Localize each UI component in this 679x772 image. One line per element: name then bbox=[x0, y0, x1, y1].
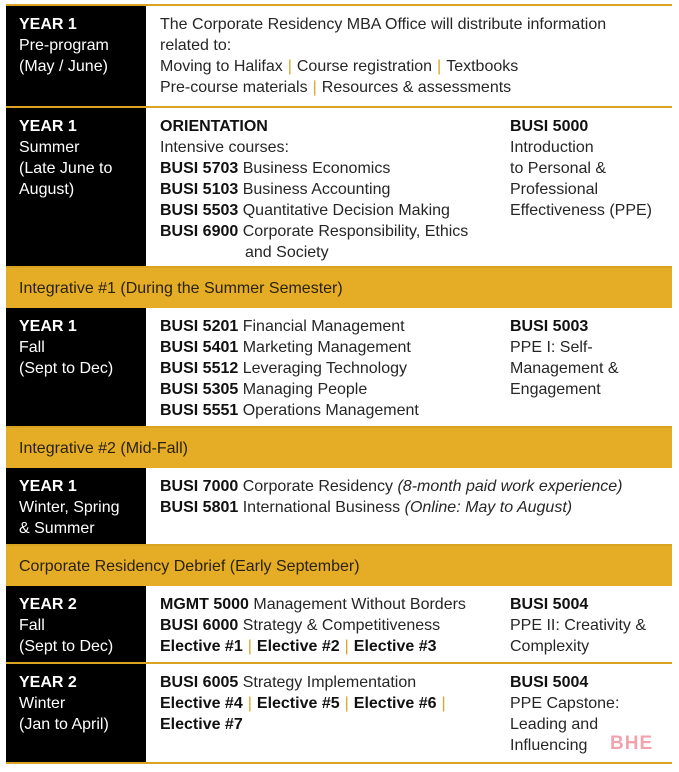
course-code: BUSI 5401 bbox=[160, 339, 239, 356]
elective: Elective #7 bbox=[160, 716, 243, 733]
side-course-text: Complexity bbox=[510, 638, 590, 655]
course-name: Business Accounting bbox=[242, 181, 391, 198]
course-line bbox=[160, 672, 451, 693]
course-name: Strategy & Competitiveness bbox=[242, 617, 441, 634]
side-course-text: PPE II: Creativity & bbox=[510, 617, 647, 634]
info-item: Course registration bbox=[296, 58, 433, 75]
info-items-line1: Moving to Halifax | Course registration | Textbooks bbox=[160, 58, 519, 75]
course-name: Corporate Responsibility, Ethics bbox=[242, 223, 469, 240]
course-code: MGMT 5000 bbox=[160, 596, 249, 613]
term-name-cont: & Summer bbox=[19, 520, 95, 537]
term-dates: (Late June to bbox=[19, 160, 113, 177]
debrief-band: Corporate Residency Debrief (Early September) bbox=[6, 546, 672, 586]
orientation-heading: ORIENTATION bbox=[160, 118, 268, 135]
term-dates: (Jan to April) bbox=[19, 716, 109, 733]
side-course-text: Engagement bbox=[510, 381, 601, 398]
side-course-text: Effectiveness (PPE) bbox=[510, 202, 652, 219]
term-name: Fall bbox=[19, 617, 45, 634]
term-dates: (Sept to Dec) bbox=[19, 360, 114, 377]
course-code: BUSI 5305 bbox=[160, 381, 239, 398]
row-content bbox=[160, 594, 466, 657]
term-dates: (Sept to Dec) bbox=[19, 638, 114, 655]
side-course-code: BUSI 5004 bbox=[510, 674, 589, 691]
intensive-subheading: Intensive courses: bbox=[160, 139, 289, 156]
term-label bbox=[6, 308, 146, 426]
course-name: Quantitative Decision Making bbox=[242, 202, 450, 219]
integrative-band-2: Integrative #2 (Mid-Fall) bbox=[6, 428, 672, 468]
row-content bbox=[160, 14, 606, 98]
course-code: BUSI 6005 bbox=[160, 674, 239, 691]
course-code: BUSI 6900 bbox=[160, 223, 239, 240]
term-label bbox=[6, 468, 146, 544]
integrative-band-1: Integrative #1 (During the Summer Semester) bbox=[6, 268, 672, 308]
course-code: BUSI 5103 bbox=[160, 181, 239, 198]
course-code: BUSI 5201 bbox=[160, 318, 239, 335]
row-fall-year2 bbox=[6, 586, 672, 664]
course-line bbox=[160, 400, 419, 421]
term-label bbox=[6, 586, 146, 662]
course-name: Leveraging Technology bbox=[242, 360, 407, 377]
year-label: YEAR 2 bbox=[19, 674, 77, 691]
term-name: Summer bbox=[19, 139, 80, 156]
info-item: Resources & assessments bbox=[321, 79, 512, 96]
course-line bbox=[160, 379, 419, 400]
course-code: BUSI 5703 bbox=[160, 160, 239, 177]
year-label: YEAR 2 bbox=[19, 596, 77, 613]
row-winter-year2 bbox=[6, 664, 672, 764]
row-summer bbox=[6, 108, 672, 268]
elective: Elective #4 bbox=[160, 695, 243, 712]
row-content bbox=[160, 476, 622, 518]
course-line bbox=[160, 615, 466, 636]
side-course-text: Introduction bbox=[510, 139, 594, 156]
elective: Elective #5 bbox=[256, 695, 340, 712]
info-items-line2: Pre-course materials | Resources & assessments bbox=[160, 79, 512, 96]
year-label: YEAR 1 bbox=[19, 318, 77, 335]
intro-text-cont: related to: bbox=[160, 37, 232, 54]
row-content bbox=[160, 316, 419, 421]
term-name: Winter bbox=[19, 695, 66, 712]
course-name: Operations Management bbox=[242, 402, 419, 419]
side-course-code: BUSI 5004 bbox=[510, 596, 589, 613]
term-name: Pre-program bbox=[19, 37, 109, 54]
elective: Elective #3 bbox=[353, 638, 437, 655]
course-line bbox=[160, 337, 419, 358]
electives-line-cont bbox=[160, 714, 451, 735]
side-course-text: Management & bbox=[510, 360, 619, 377]
course-line bbox=[160, 200, 468, 221]
course-code: BUSI 5503 bbox=[160, 202, 239, 219]
course-line bbox=[160, 358, 419, 379]
term-name: Fall bbox=[19, 339, 45, 356]
term-dates-cont: August) bbox=[19, 181, 75, 198]
course-code: BUSI 5801 bbox=[160, 499, 239, 516]
course-code: BUSI 7000 bbox=[160, 478, 239, 495]
intro-text: The Corporate Residency MBA Office will distribute information bbox=[160, 16, 607, 33]
course-name: Marketing Management bbox=[242, 339, 411, 356]
course-name: Strategy Implementation bbox=[242, 674, 417, 691]
course-line bbox=[160, 497, 622, 518]
course-code: BUSI 5551 bbox=[160, 402, 239, 419]
year-label: YEAR 1 bbox=[19, 118, 77, 135]
watermark-logo: BHE bbox=[610, 733, 654, 754]
row-content bbox=[160, 672, 451, 735]
elective: Elective #6 bbox=[353, 695, 437, 712]
course-line bbox=[160, 221, 468, 242]
course-line bbox=[160, 179, 468, 200]
year-label: YEAR 1 bbox=[19, 16, 77, 33]
course-line bbox=[160, 476, 622, 497]
course-line bbox=[160, 594, 466, 615]
info-item: Moving to Halifax bbox=[160, 58, 283, 75]
side-course-code: BUSI 5000 bbox=[510, 118, 589, 135]
term-label bbox=[6, 664, 146, 762]
course-code: BUSI 5512 bbox=[160, 360, 239, 377]
course-note: (8-month paid work experience) bbox=[397, 478, 623, 495]
side-course-text: PPE I: Self- bbox=[510, 339, 593, 356]
side-course bbox=[510, 116, 670, 221]
electives-line: Elective #1 | Elective #2 | Elective #3 bbox=[160, 638, 437, 655]
term-dates: (May / June) bbox=[19, 58, 108, 75]
side-course-text: PPE Capstone: bbox=[510, 695, 620, 712]
course-name: International Business bbox=[242, 499, 401, 516]
side-course-text: to Personal & bbox=[510, 160, 607, 177]
term-label bbox=[6, 108, 146, 266]
electives-line: Elective #4 | Elective #5 | Elective #6 | bbox=[160, 695, 446, 712]
side-course-code: BUSI 5003 bbox=[510, 318, 589, 335]
course-name-cont: and Society bbox=[245, 244, 329, 261]
side-course bbox=[510, 316, 670, 400]
elective: Elective #2 bbox=[256, 638, 340, 655]
course-line bbox=[160, 316, 419, 337]
course-line bbox=[160, 158, 468, 179]
elective: Elective #1 bbox=[160, 638, 243, 655]
row-fall-year1 bbox=[6, 308, 672, 428]
term-label bbox=[6, 6, 146, 106]
course-name: Corporate Residency bbox=[242, 478, 394, 495]
row-preprogram bbox=[6, 4, 672, 108]
info-item: Textbooks bbox=[446, 58, 519, 75]
course-name: Business Economics bbox=[242, 160, 391, 177]
course-name: Managing People bbox=[242, 381, 368, 398]
side-course-text: Professional bbox=[510, 181, 599, 198]
course-name: Management Without Borders bbox=[253, 596, 466, 613]
row-content bbox=[160, 116, 468, 263]
term-name: Winter, Spring bbox=[19, 499, 120, 516]
course-code: BUSI 6000 bbox=[160, 617, 239, 634]
course-name: Financial Management bbox=[242, 318, 405, 335]
side-course-text: Influencing bbox=[510, 737, 588, 754]
side-course bbox=[510, 594, 670, 657]
side-course-text: Leading and bbox=[510, 716, 599, 733]
row-winter-year1 bbox=[6, 468, 672, 546]
course-note: (Online: May to August) bbox=[404, 499, 573, 516]
year-label: YEAR 1 bbox=[19, 478, 77, 495]
info-item: Pre-course materials bbox=[160, 79, 308, 96]
